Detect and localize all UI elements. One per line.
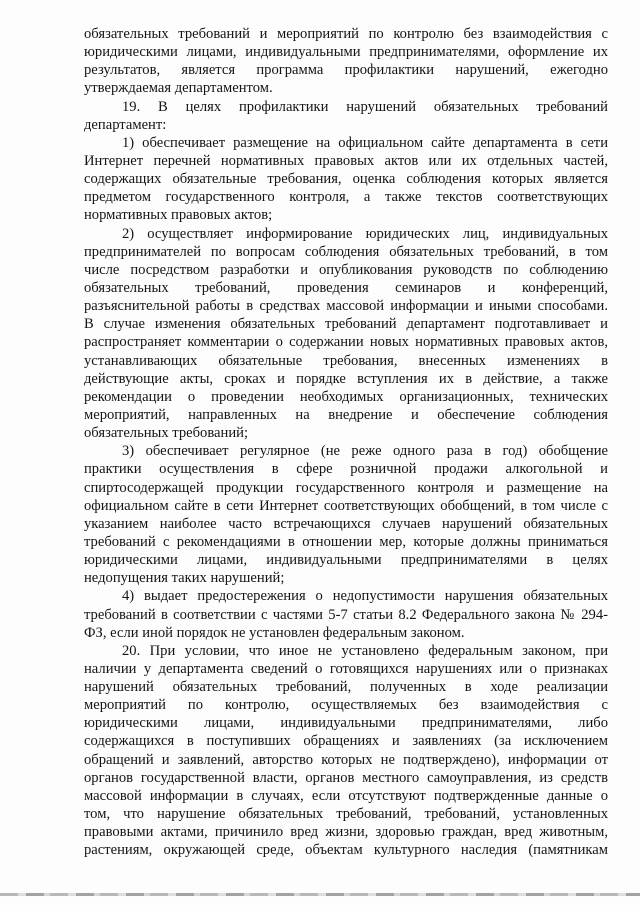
text-line: обязательных требований, проведения семинаров и конференций, — [84, 279, 608, 296]
text-line: мероприятий по контролю, осуществляемых без взаимодействия с — [84, 697, 608, 714]
item-3-start: 3) обеспечивает регулярное (не реже одного раза в год) обобщение — [122, 443, 608, 460]
text-line: массовой информации в случаях, если отсутствуют подтвержденные данные о — [84, 787, 608, 804]
text-line: предпринимателей по вопросам соблюдения обязательных требований, в том — [84, 243, 608, 260]
text-line: обращений и заявлений, авторство которых не подтверждено), информации от — [84, 751, 608, 768]
text-line: обязательных требований; — [84, 425, 249, 442]
text-line: органов государственной власти, органов местного самоуправления, из средств — [84, 769, 608, 786]
text-line: том, что нарушение обязательных требований, требований, установленных — [84, 806, 608, 823]
text-line: результатов, является программа профилактики нарушений, ежегодно — [84, 62, 608, 79]
text-line: спиртосодержащей продукции государственного контроля и размещение на — [84, 479, 608, 496]
text-line: требований с рекомендациями в отношении мер, которые должны приниматься — [84, 533, 608, 550]
text-line: ФЗ, если иной порядок не установлен федеральным законом. — [84, 624, 465, 641]
text-line: юридическими лицами, индивидуальными предпринимателями в целях — [84, 552, 608, 569]
text-line: предметом государственного контроля, а также текстов соответствующих — [84, 189, 608, 206]
text-line: департамент: — [84, 116, 167, 133]
text-line: обязательных требований и мероприятий по контролю без взаимодействия с — [84, 26, 608, 42]
text-line: В случае изменения обязательных требований департамент подготавливает и — [84, 316, 608, 333]
text-line: недопущения таких нарушений; — [84, 570, 285, 587]
text-line: Интернет перечней нормативных правовых актов или их отдельных частей, — [84, 152, 608, 169]
text-line: растениям, окружающей среде, объектам культурного наследия (памятникам — [84, 842, 608, 859]
item-4-start: 4) выдает предостережения о недопустимости нарушения обязательных — [122, 588, 608, 605]
text-line: юридическими лицами, индивидуальными предпринимателями, либо — [84, 715, 608, 732]
paragraph-20-start: 20. При условии, что иное не установлено федеральным законом, при — [122, 642, 608, 659]
text-line: действующие акты, сроках и порядке вступления их в действие, а также — [84, 370, 608, 387]
text-line: правовыми актами, причинило вред жизни, здоровью граждан, вред животным, — [84, 824, 608, 841]
text-line: мероприятий, направленных на внедрение и обеспечение соблюдения — [84, 406, 608, 423]
paragraph-19-start: 19. В целях профилактики нарушений обязательных требований — [122, 98, 608, 115]
text-line: нормативных правовых актов; — [84, 207, 273, 224]
text-line: содержащих обязательные требования, оценка соблюдения которых является — [84, 171, 608, 188]
text-line: официальном сайте в сети Интернет соответствующих обобщений, в том числе с — [84, 497, 608, 514]
text-line: наличии у департамента сведений о готовящихся нарушениях или о признаках — [84, 660, 608, 677]
text-line: требований в соответствии с частями 5-7 статьи 8.2 Федерального закона № 294- — [84, 606, 608, 623]
text-line: устанавливающих обязательные требования, внесенных изменениях в — [84, 352, 608, 369]
text-line: распространяет комментарии о содержании новых нормативных правовых актов, — [84, 334, 608, 351]
scan-edge-divider — [0, 893, 640, 896]
text-line: содержащихся в поступивших обращениях и заявлениях (за исключением — [84, 733, 608, 750]
text-line: указанием наиболее часто встречающихся случаев нарушений обязательных — [84, 515, 608, 532]
item-2-start: 2) осуществляет информирование юридических лиц, индивидуальных — [122, 225, 608, 242]
text-line: числе посредством разработки и опубликования руководств по соблюдению — [84, 261, 608, 278]
text-line: практики осуществления в сфере розничной продажи алкогольной и — [84, 461, 608, 478]
text-line: нарушений обязательных требований, полученных в ходе реализации — [84, 679, 608, 696]
text-line: разъяснительной работы в средствах массовой информации и иными способами. — [84, 298, 608, 315]
document-body — [84, 25, 608, 859]
text-line: рекомендации о проведении необходимых организационных, технических — [84, 388, 608, 405]
text-line: утверждаемая департаментом. — [84, 80, 273, 97]
text-line: юридическими лицами, индивидуальными предпринимателями, оформление их — [84, 44, 608, 61]
item-1-start: 1) обеспечивает размещение на официальном сайте департамента в сети — [122, 134, 608, 151]
